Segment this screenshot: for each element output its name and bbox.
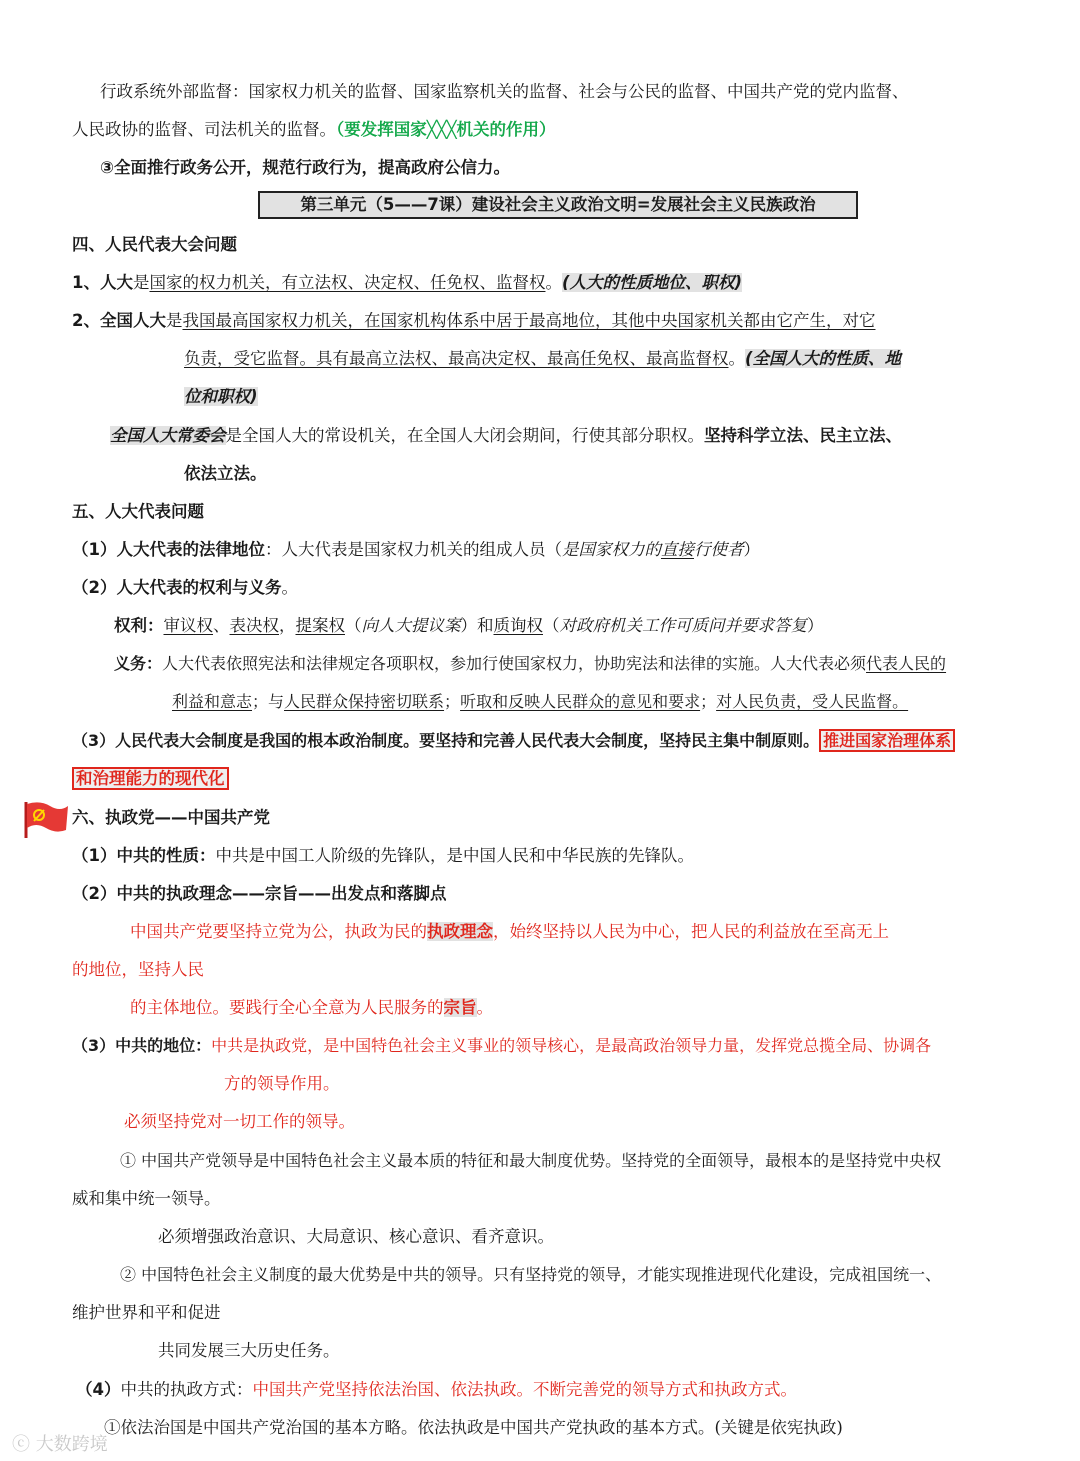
text-line: 的地位，坚持人民 [72,960,204,979]
highlight-note: (人大的性质地位、职权) [561,273,743,292]
green-note: （要发挥国家╳╳╳机关的作用） [336,120,556,139]
text-span: 人大代表依照宪法和法律规定各项职权，参加行使国家权力，协助宪法和法律的实施。人大代表必须 [162,654,867,673]
underlined-text: 代表人民的 [866,654,947,673]
term: 权利： [114,616,164,635]
text-span: ；与 [252,692,285,711]
text-line [72,767,229,791]
underlined-text: 听取和反映人民群众的意见和要求 [460,692,701,711]
text-span: 、 [213,616,230,635]
term: （4） [76,1380,121,1399]
text-span: ） [807,616,824,635]
italic-text: 是国家权力的 [561,540,661,559]
text-span: 中国共产党要坚持立党为公，执政为民的 [130,922,427,941]
highlight-term: 执政理念 [427,922,493,941]
text-span: （ [345,616,362,635]
underlined-text: 提案权 [295,616,345,635]
text-line [72,844,694,868]
text-span: 是 [165,311,183,330]
text-line: ③全面推行政务公开，规范行政行为，提高政府公信力。 [100,158,510,177]
text-span: ； [444,692,461,711]
watermark [12,1430,108,1456]
watermark-text: 大数跨境 [35,1434,108,1455]
text-span: 。 [728,349,745,368]
bold-text: （3）人民代表大会制度是我国的根本政治制度。要坚持和完善人民代表大会制度，坚持民主集中制原则。 [72,731,820,750]
text-span: 是 [132,273,150,292]
text-line: ② 中国特色社会主义制度的最大优势是中共的领导。只有坚持党的领导，才能实现推进现代化建设，完成祖国统一、 [120,1265,942,1284]
text-line [130,920,889,944]
text-line: 必须坚持党对一切工作的领导。 [124,1112,355,1131]
highlight-note: 位和职权) [184,387,258,406]
term: （2）人大代表的权利与义务 [72,578,282,597]
red-box-note: 推进国家治理体系 [819,729,955,752]
red-text: 中共是执政党，是中国特色社会主义事业的领导核心，是最高政治领导力量，发挥党总揽全局、协调各 [211,1036,932,1055]
underlined-text: 对人民负责，受人民监督。 [716,692,909,711]
text-line: 方的领导作用。 [224,1074,340,1093]
text-span: ） [743,540,760,559]
text-span: ，始终坚持以人民为中心，把人民的利益放在至高无上 [493,922,889,941]
section-heading: 五、人大代表问题 [72,502,204,521]
text-span: 。 [476,998,493,1017]
text-line: 威和集中统一领导。 [72,1189,221,1208]
text-span: ：人大代表是国家权力机关的组成人员（ [264,540,562,559]
text-line [172,690,908,714]
section-heading: 四、人民代表大会问题 [72,235,237,254]
text-line: 共同发展三大历史任务。 [158,1341,340,1360]
text-span: 是全国人大的常设机关，在全国人大闭会期间，行使其部分职权。 [225,426,704,445]
italic-text: 向人大提议案 [361,616,461,635]
red-box-note: 和治理能力的现代化 [72,767,229,790]
underlined-text: 利益和意志 [172,692,253,711]
text-span: 人民政协的监督、司法机关的监督。 [72,120,336,139]
term: （1）中共的性质： [72,846,216,865]
text-span: 。 [281,578,298,597]
text-line [72,118,556,142]
underlined-text: 我国最高国家权力机关，在国家机构体系中居于最高地位，其他中央国家机关都由它产生，对它 [182,311,876,330]
text-line [110,424,902,448]
text-line: 必须增强政治意识、大局意识、核心意识、看齐意识。 [158,1227,554,1246]
text-span: 中共的执政方式： [120,1380,253,1399]
text-line: ①依法治国是中国共产党治国的基本方略。依法执政是中国共产党执政的基本方式。(关键是依宪执政) [104,1418,843,1437]
term: 义务： [114,654,163,673]
party-flag-icon [22,800,68,840]
underlined-text: 负责，受它监督。具有最高立法权、最高决定权、最高任免权、最高监督权 [184,349,729,368]
unit-title: 第三单元（5——7课）建设社会主义政治文明=发展社会主义民族政治 [258,191,858,219]
term: 2、全国人大 [72,311,166,330]
bold-text: 坚持科学立法、民主立法、 [704,426,902,445]
text-span: ）和 [460,616,494,635]
italic-text: 对政府机关工作可质问并要求答复 [559,616,807,635]
text-line [114,652,946,676]
highlight-note: (全国人大的性质、地 [745,349,902,368]
text-line [72,1034,931,1058]
text-line [76,1378,797,1402]
term: 全国人大常委会 [110,426,226,445]
text-span: ， [279,616,296,635]
text-line [72,538,760,562]
term: （1）人大代表的法律地位 [72,540,265,559]
text-line [114,614,824,638]
text-span: 中共是中国工人阶级的先锋队，是中国人民和中华民族的先锋队。 [215,846,694,865]
text-span: （ [543,616,560,635]
underlined-text: 审议权 [163,616,213,635]
text-line [72,576,298,600]
text-span: 。 [545,273,562,292]
text-span: ； [700,692,717,711]
text-line [130,996,493,1020]
highlight-term: 宗旨 [443,998,477,1017]
text-line: ① 中国共产党领导是中国特色社会主义最本质的特征和最大制度优势。坚持党的全面领导，最根本的是坚持党中央权 [120,1151,942,1170]
underlined-text: 质询权 [493,616,543,635]
section-heading: 六、执政党——中国共产党 [72,808,270,827]
text-line: 依法立法。 [184,464,267,483]
text-line: （2）中共的执政理念——宗旨——出发点和落脚点 [72,884,447,903]
text-line [72,309,875,333]
red-text: 中国共产党坚持依法治国、依法执政。不断完善党的领导方式和执政方式。 [252,1380,797,1399]
term: 1、人大 [72,273,133,292]
text-line [72,271,742,295]
text-span: 的主体地位。要践行全心全意为人民服务的 [130,998,444,1017]
underlined-text: 国家的权力机关，有立法权、决定权、任免权、监督权 [149,273,546,292]
text-line: 维护世界和平和促进 [72,1303,221,1322]
underlined-text: 表决权 [229,616,279,635]
text-line [184,347,901,371]
text-line [184,385,258,409]
text-line: 行政系统外部监督：国家权力机关的监督、国家监察机关的监督、社会与公民的监督、中国共产党的党内监督、 [100,82,909,101]
underlined-text: 人民群众保持密切联系 [284,692,445,711]
italic-text: 行使者 [693,540,744,559]
term: （3）中共的地位： [72,1036,212,1055]
text-line [72,729,955,753]
underlined-text: 直接 [660,540,694,559]
watermark-logo-icon: ⓒ [12,1434,36,1455]
